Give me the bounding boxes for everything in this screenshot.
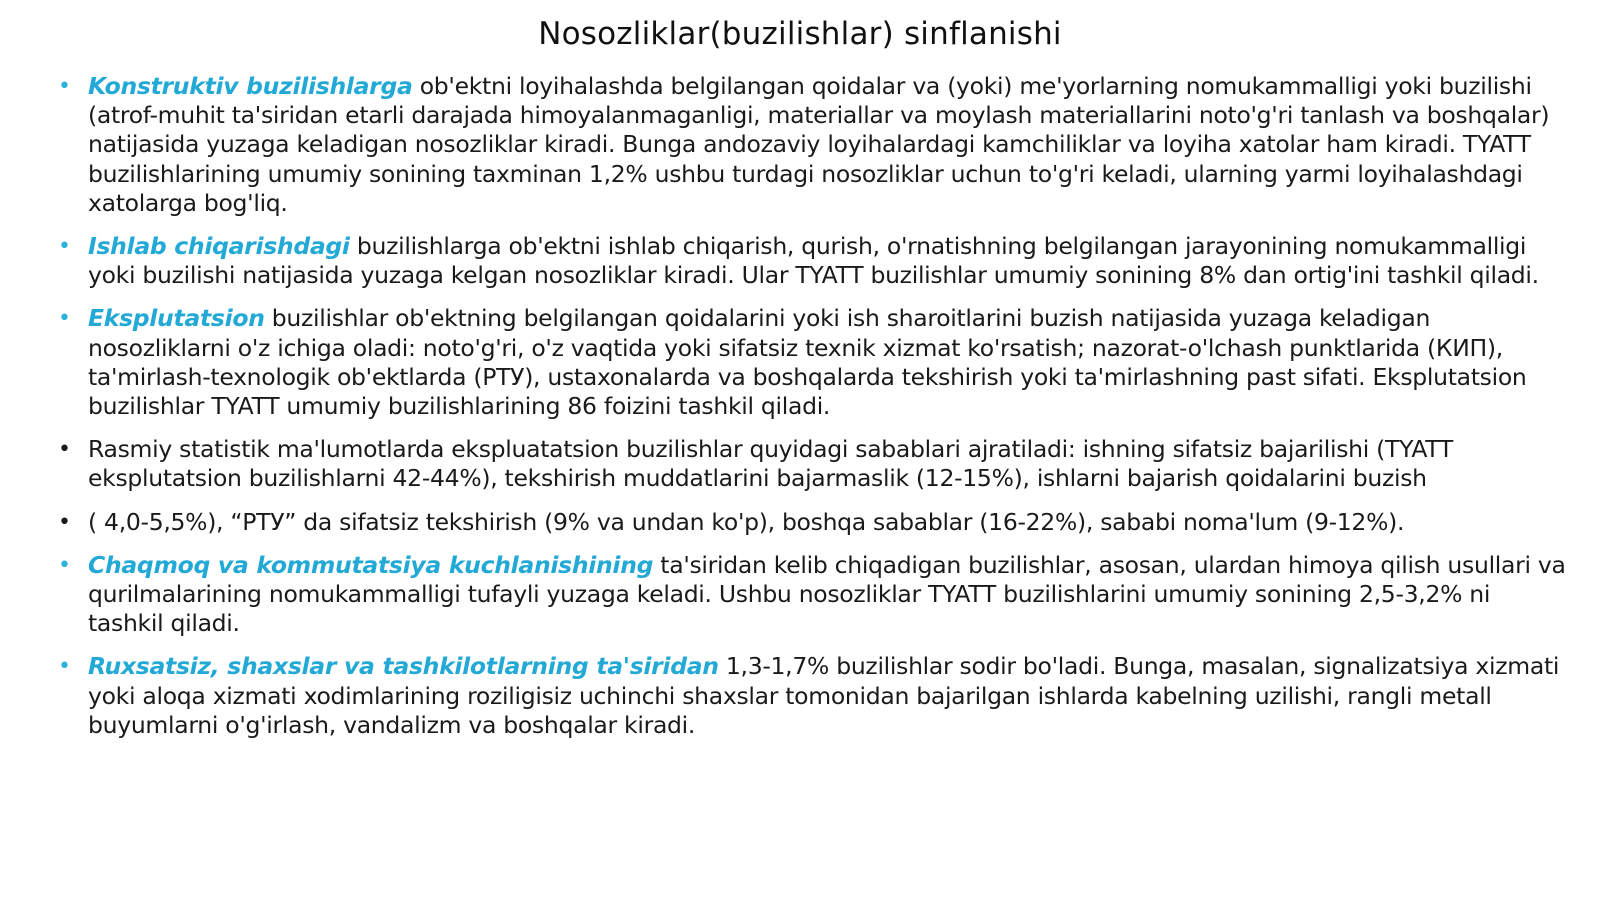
bullet-highlight: Konstruktiv buzilishlarga (88, 72, 413, 100)
bullet-highlight: Ishlab chiqarishdagi (88, 232, 350, 261)
bullet-highlight: Chaqmoq va kommutatsiya kuchlanishining (88, 550, 654, 579)
bullet-text: Rasmiy statistik ma'lumotlarda ekspluatatsion buzilishlar quyidagi sabablari ajratiladi: ishning sifatsiz bajarilishi (TYATT eksplutatsion buzilishlarni 42-44%), tekshirish muddatlarini bajarmaslik (12-15%), ishlarni bajarish qoidalarini buzish (88, 435, 1453, 493)
bullet-icon: • (58, 437, 71, 463)
bullet-icon: • (58, 234, 71, 260)
bullet-text: buzilishlarga ob'ektni ishlab chiqarish, qurish, o'rnatishning belgilangan jarayonining nomukammalligi yoki buzilishi natijasida yuzaga kelgan nosozliklar kiradi. Ular TYATT buzilishlar umumiy sonining 8% dan ortig'ini tashkil qiladi. (88, 232, 1539, 290)
slide-title: Nosozliklar(buzilishlar) sinflanishi (538, 16, 1062, 52)
bullet-icon: • (58, 509, 71, 535)
bullet-item-production (58, 232, 1568, 290)
bullet-item-unauthorized (58, 652, 1568, 740)
bullet-item-statistics (58, 435, 1568, 493)
bullet-icon: • (58, 74, 71, 99)
bullet-text: ( 4,0-5,5%), “РТУ” da sifatsiz tekshirish (9% va undan ko'p), boshqa sabablar (16-22%), sababi noma'lum (9-12%). (88, 507, 1405, 536)
bullet-text: 1,3-1,7% buzilishlar sodir bo'ladi. Bunga, masalan, signalizatsiya xizmati yoki aloqa xizmati xodimlarining roziligisiz uchinchi shaxslar tomonidan bajarilgan ishlarda kabelning uzilishi, rangli metall buyumlarni o'g'irlash, vandalizm va boshqalar kiradi. (88, 652, 1560, 739)
bullet-highlight: Ruxsatsiz, shaxslar va tashkilotlarning ta'siridan (88, 652, 719, 681)
bullet-icon: • (58, 654, 71, 680)
bullet-item-lightning (58, 551, 1568, 639)
bullet-icon: • (58, 552, 71, 578)
bullet-highlight: Eksplutatsion (88, 304, 265, 333)
bullet-item-constructive (58, 72, 1568, 218)
bullet-item-statistics-continued (58, 508, 1568, 537)
bullet-text: ob'ektni loyihalashda belgilangan qoidalar va (yoki) me'yorlarning nomukammalligi yoki buzilishi (atrof-muhit ta'siridan etarli darajada himoyalanmaganligi, materiallar va moylash materiallarini noto'g'ri tanlash va boshqalar) natijasida yuzaga keladigan nosozliklar kiradi. Bunga andozaviy loyihalardagi kamchiliklar va loyiha xatolar ham kiradi. TYATT buzilishlarining umumiy sonining taxminan 1,2% ushbu turdagi nosozliklar uchun to'g'ri keladi, ularning yarmi loyihalashdagi xatolarga bog'liq. (88, 72, 1550, 217)
bullet-icon: • (58, 306, 71, 332)
bullet-list (58, 72, 1568, 754)
bullet-item-operational (58, 304, 1568, 421)
bullet-text: ta'siridan kelib chiqadigan buzilishlar, asosan, ulardan himoya qilish usullari va qurilmalarining nomukammalligi tufayli yuzaga keladi. Ushbu nosozliklar TYATT buzilishlarini umumiy sonining 2,5-3,2% ni tashkil qiladi. (88, 550, 1566, 638)
bullet-text: buzilishlar ob'ektning belgilangan qoidalarini yoki ish sharoitlarini buzish natijasida yuzaga keladigan nosozliklarni o'z ichiga oladi: noto'g'ri, o'z vaqtida yoki sifatsiz texnik xizmat ko'rsatish; nazorat-o'lchash punktlarida (КИП), ta'mirlash-texnologik ob'ektlarda (РТУ), ustaxonalarda va boshqalarda tekshirish yoki ta'mirlashning past sifati. Eksplutatsion buzilishlar TYATT umumiy buzilishlarining 86 foizini tashkil qiladi. (88, 304, 1527, 421)
